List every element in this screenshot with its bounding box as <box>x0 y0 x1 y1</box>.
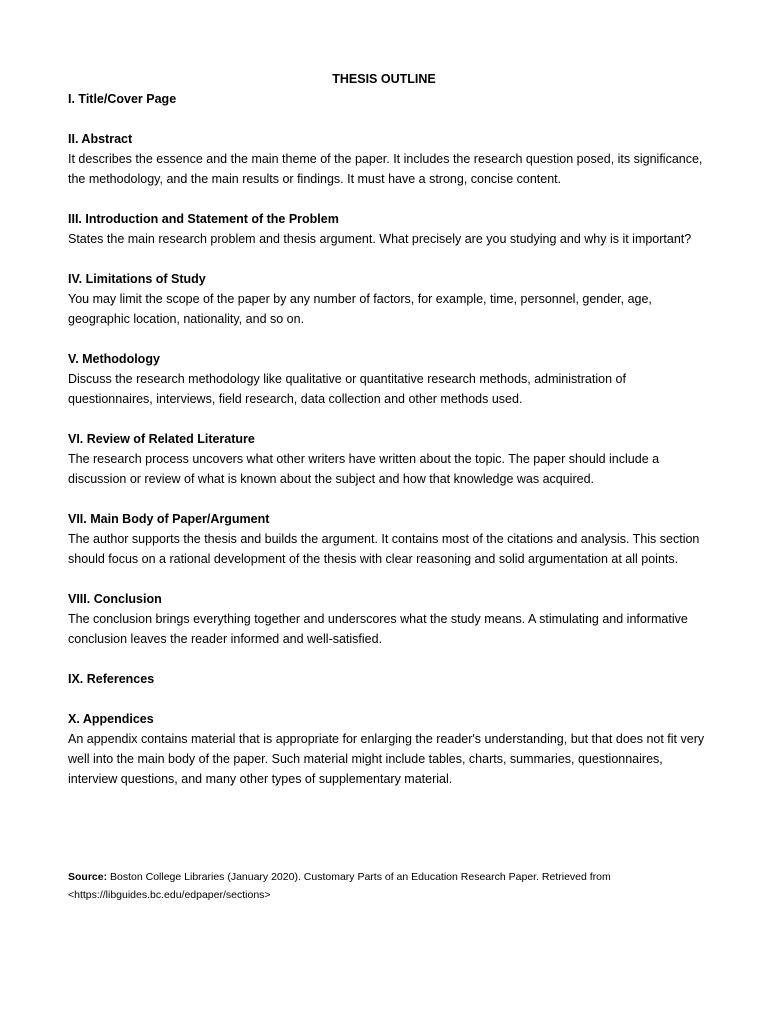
section-introduction <box>68 209 708 249</box>
section-conclusion <box>68 589 708 649</box>
section-body: It describes the essence and the main theme of the paper. It includes the research question posed, its significance, the methodology, and the main results or findings. It must have a strong, concise content. <box>68 152 703 186</box>
section-heading: III. Introduction and Statement of the Problem <box>68 212 339 226</box>
section-body: The author supports the thesis and builds the argument. It contains most of the citations and analysis. This section should focus on a rational development of the thesis with clear reasoning and solid argumentation at all points. <box>68 532 700 566</box>
document-title: THESIS OUTLINE <box>332 72 436 86</box>
outline-sections <box>68 89 708 809</box>
section-heading: VIII. Conclusion <box>68 592 162 606</box>
section-heading: VI. Review of Related Literature <box>68 432 255 446</box>
source-label: Source: <box>68 871 108 883</box>
section-main-body <box>68 509 708 569</box>
section-limitations <box>68 269 708 329</box>
section-references <box>68 669 708 689</box>
source-citation <box>68 868 708 904</box>
section-body: The conclusion brings everything together and underscores what the study means. A stimulating and informative conclusion leaves the reader informed and well-satisfied. <box>68 612 688 646</box>
section-appendices <box>68 709 708 789</box>
section-heading: IX. References <box>68 672 155 686</box>
section-body: You may limit the scope of the paper by any number of factors, for example, time, personnel, gender, age, geographic location, nationality, and so on. <box>68 292 652 326</box>
section-heading: VII. Main Body of Paper/Argument <box>68 512 270 526</box>
section-body: An appendix contains material that is appropriate for enlarging the reader's understanding, but that does not fit very well into the main body of the paper. Such material might include tables, charts, summaries, questionnaires, interview questions, and many other types of supplementary material. <box>68 732 705 786</box>
section-literature-review <box>68 429 708 489</box>
section-body: Discuss the research methodology like qualitative or quantitative research methods, administration of questionnaires, interviews, field research, data collection and other methods used. <box>68 372 626 406</box>
section-body: The research process uncovers what other writers have written about the topic. The paper should include a discussion or review of what is known about the subject and how that knowledge was acquired. <box>68 452 660 486</box>
section-heading: V. Methodology <box>68 352 160 366</box>
section-heading: IV. Limitations of Study <box>68 272 206 286</box>
section-heading: X. Appendices <box>68 712 154 726</box>
section-heading: I. Title/Cover Page <box>68 92 177 106</box>
source-text: Boston College Libraries (January 2020). Customary Parts of an Education Research Paper. Retrieved from <https://libguides.bc.edu/edpaper/sections> <box>68 871 611 901</box>
section-body: States the main research problem and thesis argument. What precisely are you studying and why is it important? <box>68 232 692 246</box>
section-methodology <box>68 349 708 409</box>
section-abstract <box>68 129 708 189</box>
section-heading: II. Abstract <box>68 132 133 146</box>
section-title-cover-page <box>68 89 708 109</box>
